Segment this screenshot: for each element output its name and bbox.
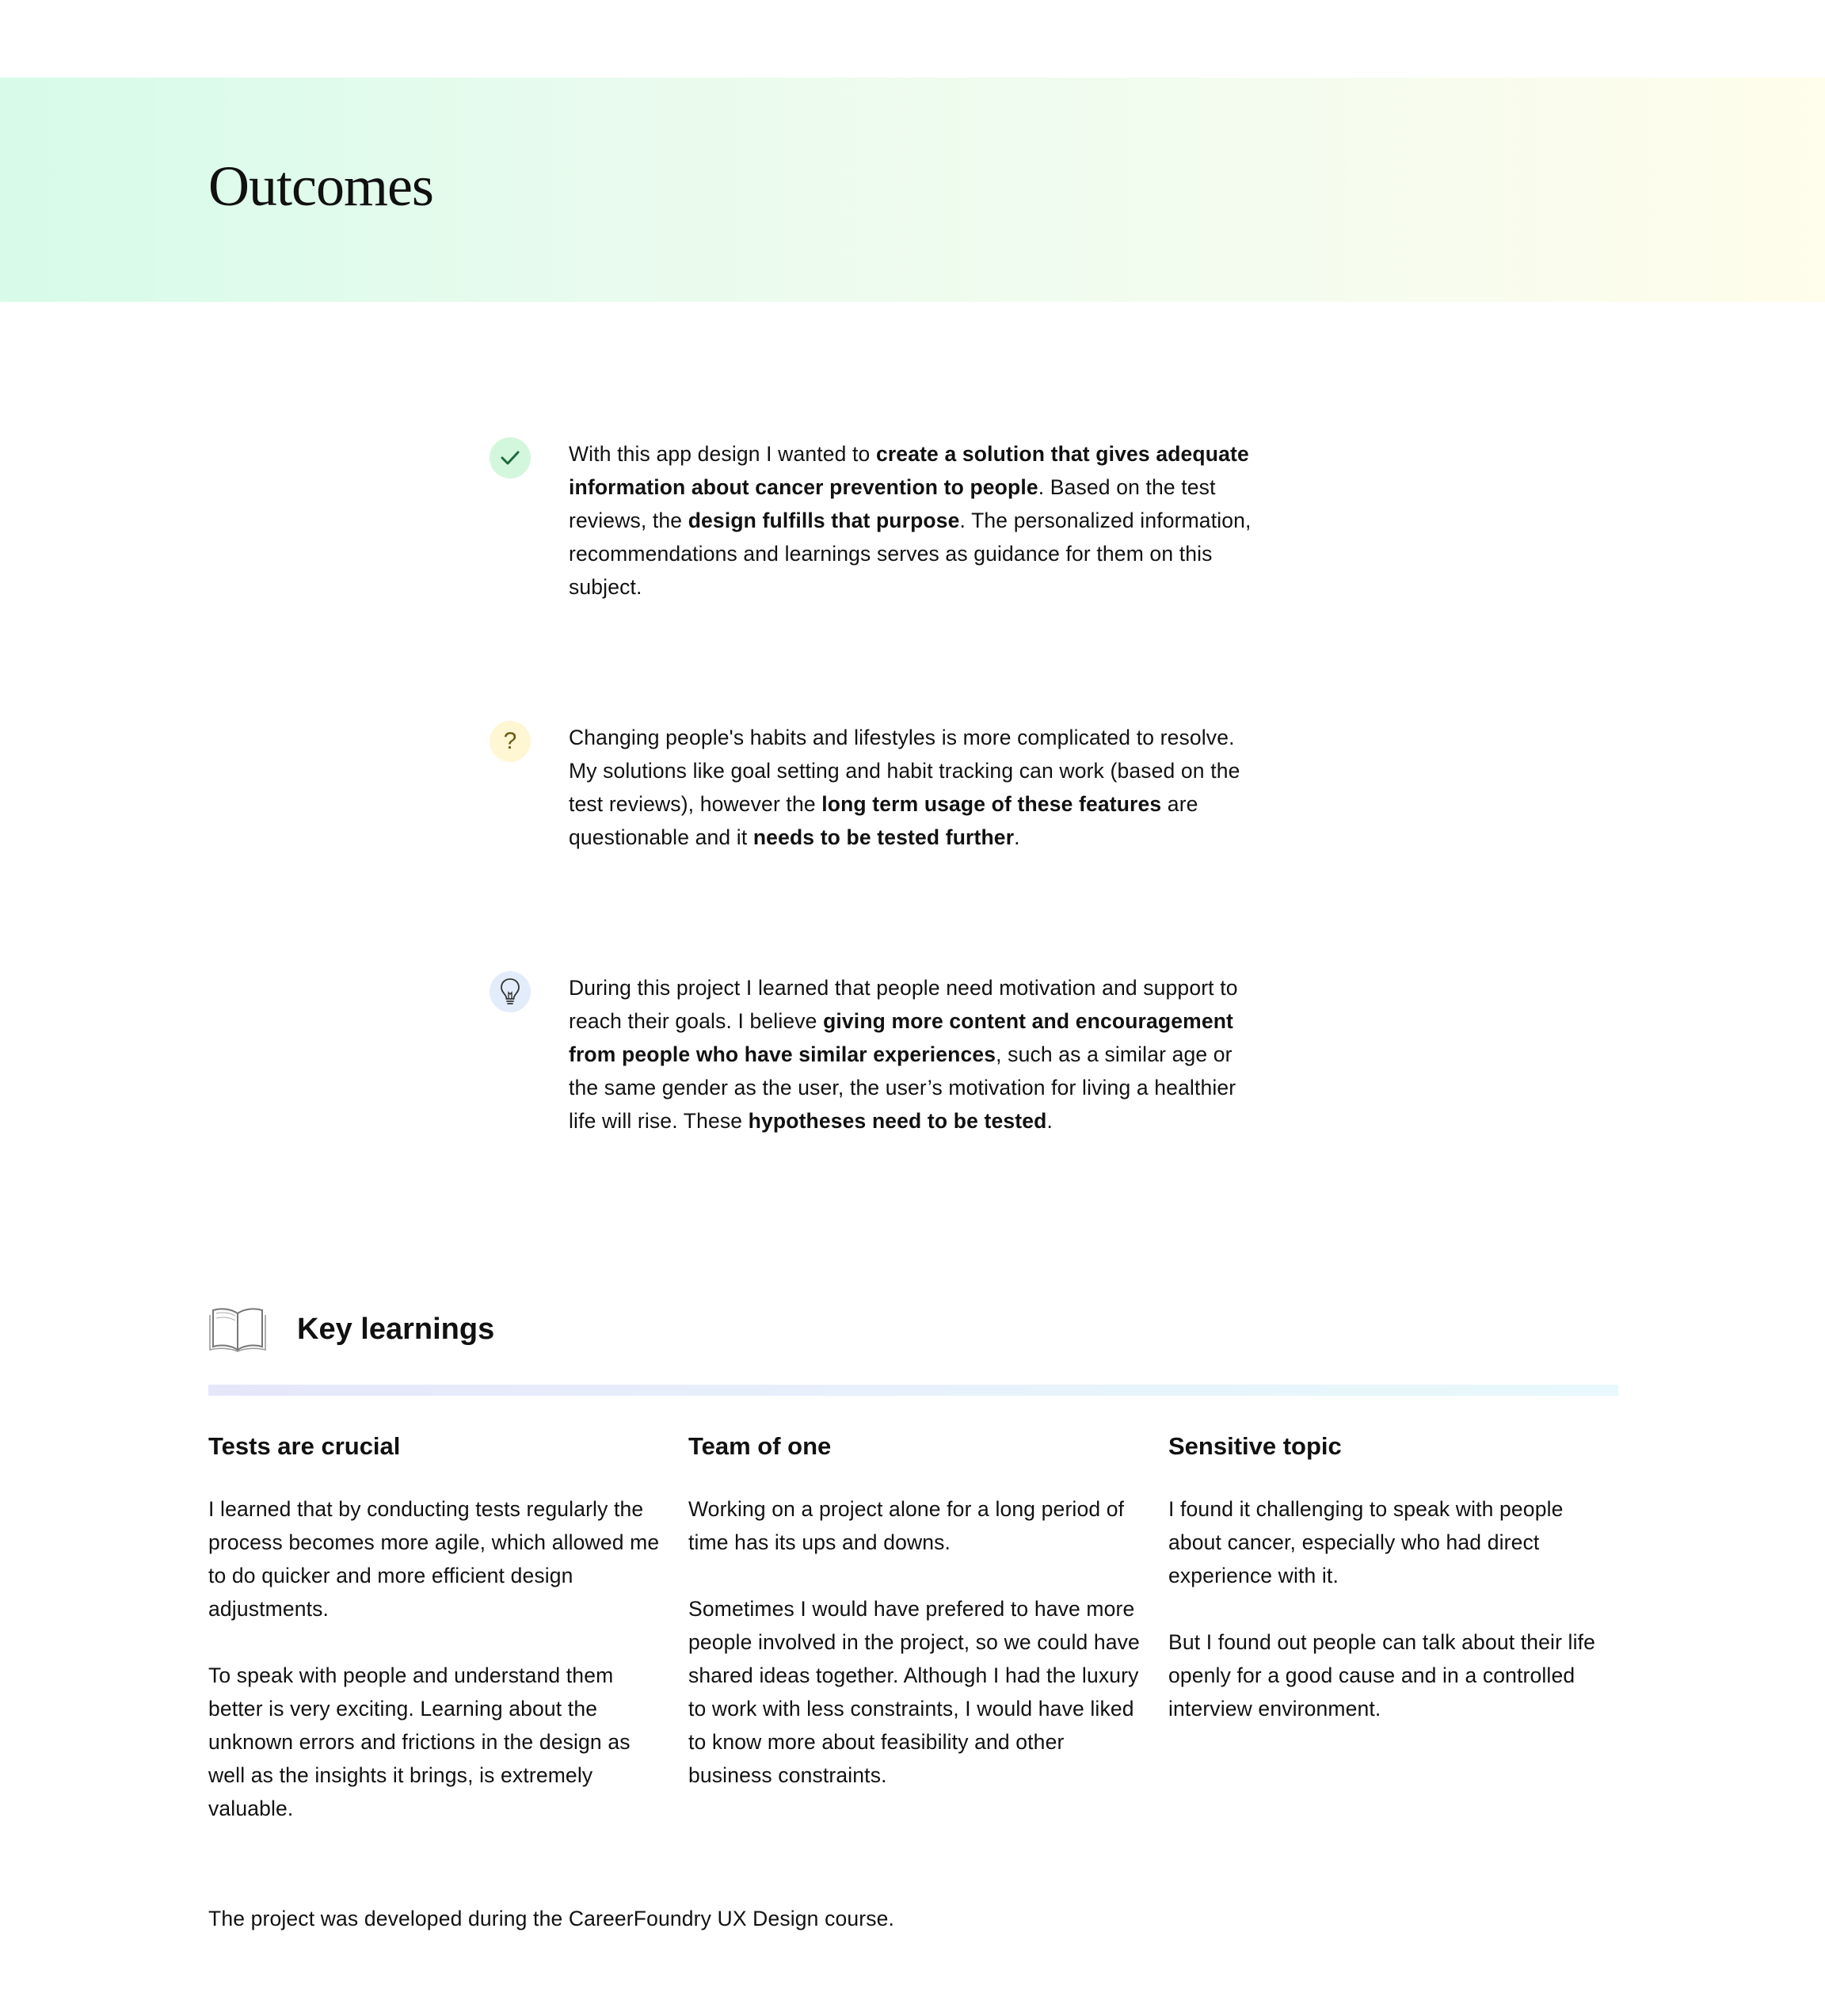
outcome-text xyxy=(569,971,1258,1138)
outcome-text xyxy=(569,721,1258,854)
emphasis-text: hypotheses need to be tested xyxy=(748,1109,1047,1133)
lightbulb-icon xyxy=(490,971,531,1012)
emphasis-text: design fulfills that purpose xyxy=(688,509,960,532)
body-text: . Based on the test reviews, the xyxy=(569,475,1216,532)
footer-note: The project was developed during the CareerFoundry UX Design course. xyxy=(208,1907,895,1930)
learning-column-tests xyxy=(208,1427,660,1825)
learning-paragraph: I found it challenging to speak with people about cancer, especially who had direct experience with it. xyxy=(1168,1497,1564,1587)
body-text: , such as a similar age or the same gender as the user, the user’s motivation for living a healthier life will rise. These xyxy=(569,1042,1236,1133)
body-text: Changing people's habits and lifestyles is more complicated to resolve. My solutions like goal setting and habit tracking can work (based on the test reviews), however the xyxy=(569,726,1240,816)
section-divider xyxy=(208,1385,1618,1396)
learning-title: Sensitive topic xyxy=(1168,1432,1342,1460)
body-text: During this project I learned that people need motivation and support to reach their goals. I believe xyxy=(569,976,1238,1033)
learning-paragraph: Sometimes I would have prefered to have more people involved in the project, so we could have shared ideas together. Although I had the luxury to work with less constraints, I would have liked to know more about feasibility and other business constraints. xyxy=(688,1597,1140,1787)
learning-paragraph: I learned that by conducting tests regularly the process becomes more agile, which allowed me to do quicker and more efficient design adjustments. xyxy=(208,1497,660,1621)
learning-column-sensitive xyxy=(1168,1427,1620,1725)
emphasis-text: needs to be tested further xyxy=(752,825,1015,849)
body-text: . xyxy=(1014,825,1020,849)
learning-paragraph: But I found out people can talk about their life openly for a good cause and in a controlled interview environment. xyxy=(1168,1630,1596,1721)
learning-title: Team of one xyxy=(688,1432,832,1460)
open-book-icon xyxy=(208,1305,267,1353)
body-text: are questionable and it xyxy=(569,792,1198,849)
key-learnings-header xyxy=(208,1305,267,1353)
emphasis-text: create a solution that gives adequate information about cancer prevention to people xyxy=(569,442,1249,499)
learning-paragraph: To speak with people and understand them better is very exciting. Learning about the unknown errors and frictions in the design as well as the insights it brings, is extremely valuable. xyxy=(208,1663,631,1820)
question-icon xyxy=(490,721,531,762)
learning-column-team xyxy=(688,1427,1140,1792)
learning-title: Tests are crucial xyxy=(208,1432,401,1460)
learning-paragraph: Working on a project alone for a long period of time has its ups and downs. xyxy=(688,1497,1125,1554)
check-icon xyxy=(490,437,531,478)
emphasis-text: giving more content and encouragement from people who have similar experiences xyxy=(569,1009,1234,1066)
body-text: With this app design I wanted to xyxy=(569,442,876,466)
body-text: . xyxy=(1046,1109,1053,1133)
body-text: . The personalized information, recommendations and learnings serves as guidance for them on this subject. xyxy=(569,509,1252,599)
question-glyph: ? xyxy=(503,728,517,754)
emphasis-text: long term usage of these features xyxy=(821,792,1162,816)
outcome-text xyxy=(569,437,1258,604)
page-title: Outcomes xyxy=(208,154,433,218)
key-learnings-title: Key learnings xyxy=(297,1313,495,1346)
